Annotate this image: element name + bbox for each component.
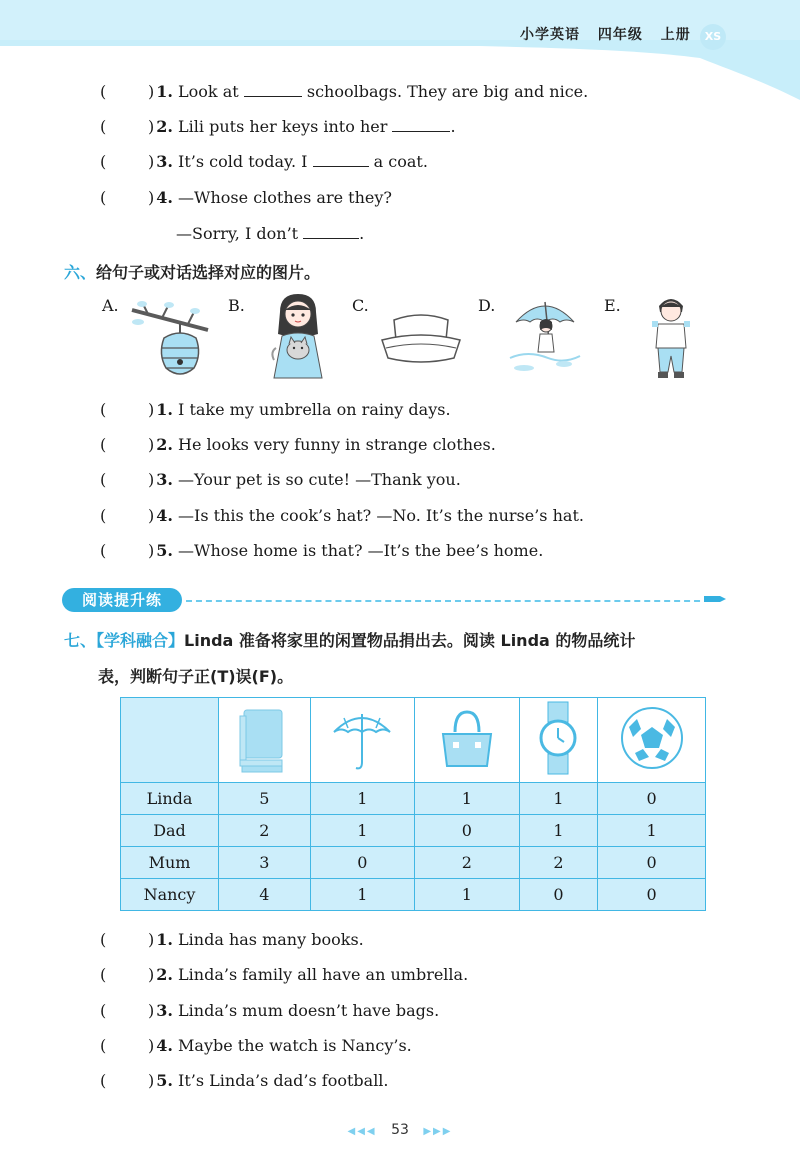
s7-question-1: ( ) 1. Linda has many books. (100, 930, 364, 949)
banner-dashed-divider (186, 600, 710, 602)
answer-bracket[interactable]: ( (100, 1036, 107, 1055)
table-corner-cell (121, 698, 219, 783)
hat-icon (378, 300, 464, 370)
girl-with-cat-icon (268, 290, 328, 382)
row-name: Mum (121, 847, 219, 879)
books-icon (236, 702, 292, 774)
table-cell: 2 (519, 847, 598, 879)
subject-fusion-tag: 【学科融合】 (96, 631, 185, 650)
table-cell: 0 (598, 847, 706, 879)
watch-icon-cell (519, 698, 598, 783)
boy-icon (648, 292, 694, 384)
books-icon-cell (219, 698, 311, 783)
header-grade: 四年级 (597, 27, 643, 43)
answer-bracket[interactable]: ( (100, 82, 107, 101)
section-6-title: 六、给句子或对话选择对应的图片。 (64, 263, 321, 282)
answer-bracket[interactable]: ( (100, 117, 107, 136)
option-a-label: A. (102, 296, 119, 315)
section-7-title-line2: 表，判断句子正(T)误(F)。 (98, 667, 294, 686)
s6-question-2: ( ) 2. He looks very funny in strange clothes. (100, 435, 496, 454)
table-cell: 2 (415, 847, 519, 879)
s5-question-3: ( ) 3. It’s cold today. I a coat. (100, 152, 428, 171)
row-name: Dad (121, 815, 219, 847)
pencil-icon (704, 594, 726, 604)
s6-question-3: ( ) 3. —Your pet is so cute! —Thank you. (100, 470, 461, 489)
right-arrows-icon: ▶▶▶ (423, 1126, 453, 1137)
bag-icon-cell (415, 698, 519, 783)
section-7-title-line1: 七、【学科融合】Linda 准备将家里的闲置物品捐出去。阅读 Linda 的物品统计 (64, 631, 636, 650)
table-cell: 5 (219, 783, 311, 815)
table-cell: 1 (310, 783, 414, 815)
table-cell: 0 (598, 879, 706, 911)
item-statistics-table (120, 697, 706, 911)
table-row (121, 783, 706, 815)
umbrella-icon-cell (310, 698, 414, 783)
answer-bracket[interactable]: ( (100, 435, 107, 454)
s7-question-4: ( ) 4. Maybe the watch is Nancy’s. (100, 1036, 412, 1055)
bag-icon (435, 702, 499, 774)
option-e-label: E. (604, 296, 621, 315)
table-cell: 1 (310, 879, 414, 911)
fill-blank[interactable] (303, 224, 359, 239)
answer-bracket[interactable]: ( (100, 965, 107, 984)
s5-question-2: ( ) 2. Lili puts her keys into her . (100, 117, 456, 136)
table-cell: 0 (598, 783, 706, 815)
xs-badge: XS (700, 24, 726, 50)
table-cell: 3 (219, 847, 311, 879)
table-cell: 1 (415, 879, 519, 911)
table-row (121, 847, 706, 879)
option-b-label: B. (228, 296, 245, 315)
option-c-label: C. (352, 296, 369, 315)
reading-practice-banner: 阅读提升练 (62, 588, 182, 612)
table-cell: 0 (519, 879, 598, 911)
answer-bracket[interactable]: ( (100, 930, 107, 949)
table-cell: 1 (598, 815, 706, 847)
answer-bracket[interactable]: ( (100, 400, 107, 419)
table-cell: 4 (219, 879, 311, 911)
page-number (330, 1122, 470, 1138)
fill-blank[interactable] (392, 117, 450, 132)
option-d-label: D. (478, 296, 496, 315)
table-row (121, 879, 706, 911)
answer-bracket[interactable]: ( (100, 1001, 107, 1020)
left-arrows-icon: ◀◀◀ (347, 1126, 377, 1137)
football-icon-cell (598, 698, 706, 783)
header-term: 上册 (660, 27, 691, 43)
book-header-title (520, 24, 703, 44)
table-cell: 1 (310, 815, 414, 847)
row-name: Linda (121, 783, 219, 815)
s6-question-4: ( ) 4. —Is this the cook’s hat? —No. It’s the nurse’s hat. (100, 506, 584, 525)
s5-question-4-reply: —Sorry, I don’t . (176, 224, 365, 243)
s5-question-1: ( ) 1. Look at schoolbags. They are big and nice. (100, 82, 589, 101)
answer-bracket[interactable]: ( (100, 541, 107, 560)
page-number-value: 53 (391, 1122, 409, 1138)
answer-bracket[interactable]: ( (100, 152, 107, 171)
umbrella-icon (330, 702, 394, 774)
s5-question-4: ( ) 4. —Whose clothes are they? (100, 188, 392, 207)
answer-bracket[interactable]: ( (100, 1071, 107, 1090)
table-cell: 1 (415, 783, 519, 815)
football-icon (619, 705, 685, 771)
table-cell: 1 (519, 783, 598, 815)
table-cell: 1 (519, 815, 598, 847)
s7-question-5: ( ) 5. It’s Linda’s dad’s football. (100, 1071, 389, 1090)
s7-question-2: ( ) 2. Linda’s family all have an umbrella. (100, 965, 469, 984)
fill-blank[interactable] (313, 152, 369, 167)
s6-question-1: ( ) 1. I take my umbrella on rainy days. (100, 400, 451, 419)
table-cell: 0 (415, 815, 519, 847)
girl-with-umbrella-icon (508, 292, 582, 376)
s6-question-5: ( ) 5. —Whose home is that? —It’s the bee’s home. (100, 541, 544, 560)
header-subject: 小学英语 (520, 27, 580, 43)
table-row (121, 815, 706, 847)
beehive-icon (128, 296, 214, 382)
table-cell: 0 (310, 847, 414, 879)
answer-bracket[interactable]: ( (100, 470, 107, 489)
s7-question-3: ( ) 3. Linda’s mum doesn’t have bags. (100, 1001, 440, 1020)
answer-bracket[interactable]: ( (100, 188, 107, 207)
row-name: Nancy (121, 879, 219, 911)
table-cell: 2 (219, 815, 311, 847)
watch-icon (534, 700, 582, 776)
answer-bracket[interactable]: ( (100, 506, 107, 525)
fill-blank[interactable] (244, 82, 302, 97)
